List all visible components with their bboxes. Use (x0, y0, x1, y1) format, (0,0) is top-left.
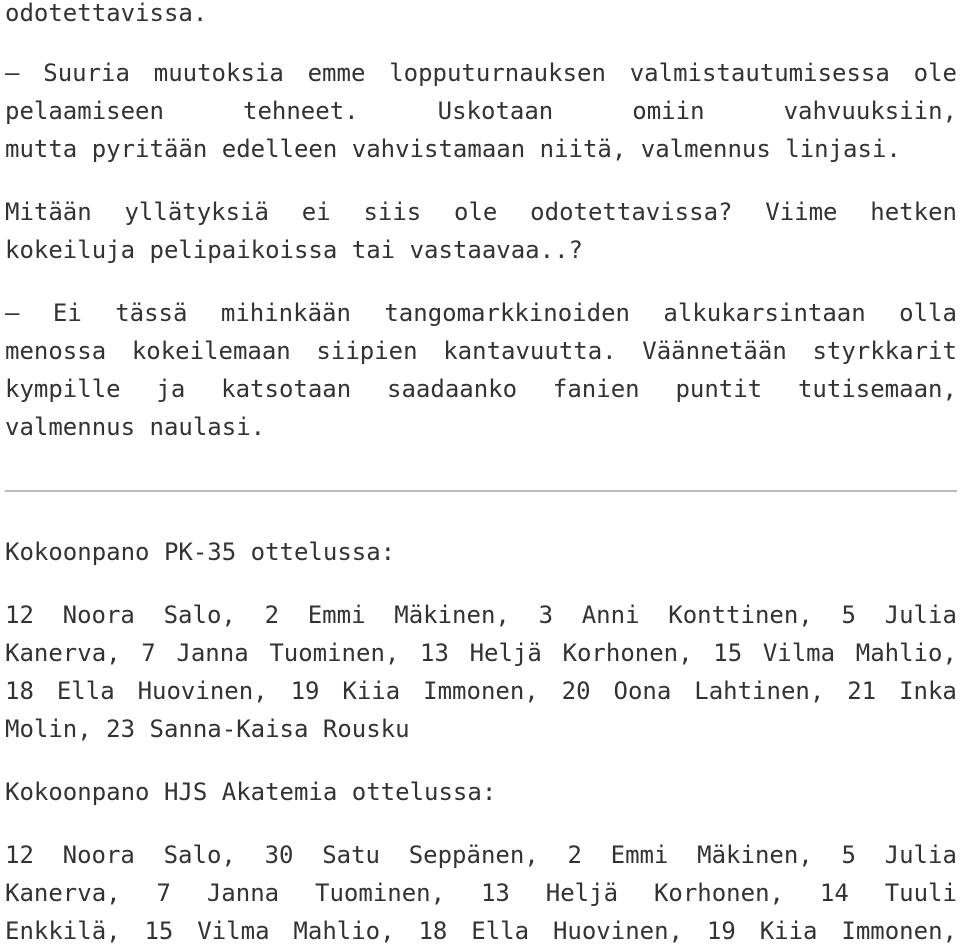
word: emme (307, 59, 366, 87)
word: Julia (884, 841, 957, 869)
word: Tuominen, (315, 879, 446, 907)
word: Enkkilä, (5, 917, 121, 945)
word: 7 (141, 639, 156, 667)
word: Vilma (197, 917, 270, 945)
word: 19 (706, 917, 736, 945)
text-line (5, 332, 957, 370)
word: kantavuutta. (443, 337, 617, 365)
word: Seppänen, (408, 841, 539, 869)
word: Vilma (762, 639, 836, 667)
word: Mahlio, (855, 639, 957, 667)
word: Satu (322, 841, 380, 869)
word: yllätyksiä (124, 198, 269, 226)
word: Uskotaan (437, 97, 554, 125)
word: Korhonen, (653, 879, 784, 907)
word: siipien (316, 337, 418, 365)
word: Emmi (610, 841, 669, 869)
word: Julia (884, 601, 957, 629)
word: saadaanko (387, 375, 518, 403)
word: – (5, 59, 20, 87)
word: Anni (581, 601, 640, 629)
word: Salo, (163, 601, 236, 629)
hjs-lineup (5, 836, 957, 950)
word: Oona (613, 677, 672, 705)
word: Lahtinen, (694, 677, 825, 705)
text-line (5, 92, 957, 130)
word: siis (363, 198, 422, 226)
word: Mäkinen, (394, 601, 510, 629)
word: Mäkinen, (697, 841, 813, 869)
word: Kanerva, (5, 639, 121, 667)
quote-paragraph-1 (5, 54, 957, 168)
pk35-lineup-heading (5, 533, 957, 571)
word: mihinkään (220, 299, 351, 327)
word: Janna (206, 879, 280, 907)
text-line: mutta pyritään edelleen vahvistamaan niitä, valmennus linjasi. (5, 135, 901, 163)
word: 14 (819, 879, 849, 907)
word: 15 (713, 639, 743, 667)
word: tutisemaan, (797, 375, 957, 403)
horizontal-divider (5, 490, 957, 492)
word: ja (156, 375, 186, 403)
text-line (5, 596, 957, 634)
word: valmistautumisessa (629, 59, 890, 87)
word: 7 (156, 879, 171, 907)
word: Korhonen, (562, 639, 693, 667)
word: Emmi (307, 601, 366, 629)
word: ole (454, 198, 498, 226)
word: vahvuuksiin, (783, 97, 957, 125)
word: tässä (115, 299, 188, 327)
word: Salo, (163, 841, 236, 869)
text-line (5, 294, 957, 332)
word: styrkkarit (812, 337, 957, 365)
word: 2 (264, 601, 280, 629)
text-line: Molin, 23 Sanna-Kaisa Rousku (5, 715, 410, 743)
text-line: valmennus naulasi. (5, 413, 266, 441)
word: 21 (847, 677, 877, 705)
word: Tuominen, (269, 639, 400, 667)
word: kympille (5, 375, 121, 403)
word: Noora (62, 841, 135, 869)
word: Kiia (342, 677, 401, 705)
word: 12 (5, 841, 34, 869)
text-line (5, 912, 957, 950)
word: Noora (62, 601, 135, 629)
word: menossa (5, 337, 107, 365)
word: katsotaan (221, 375, 352, 403)
word: alkukarsintaan (663, 299, 866, 327)
question-paragraph (5, 193, 957, 269)
text-line (5, 874, 957, 912)
word: Immonen, (841, 917, 957, 945)
word: Tuuli (884, 879, 957, 907)
text-line (5, 193, 957, 231)
text-line (5, 634, 957, 672)
text-line (5, 672, 957, 710)
word: omiin (632, 97, 705, 125)
word: 20 (561, 677, 591, 705)
word: 2 (567, 841, 582, 869)
word: Konttinen, (668, 601, 813, 629)
word: Väännetään (642, 337, 787, 365)
word: odotettavissa? (530, 198, 733, 226)
word: 18 (418, 917, 448, 945)
word: Kiia (759, 917, 818, 945)
word: Ei (52, 299, 82, 327)
word: 13 (420, 639, 449, 667)
word: 30 (264, 841, 294, 869)
word: hetken (870, 198, 957, 226)
word: 5 (841, 601, 856, 629)
word: ei (301, 198, 331, 226)
word: 5 (841, 841, 856, 869)
word: Viime (765, 198, 838, 226)
word: 19 (290, 677, 320, 705)
word: Ella (56, 677, 115, 705)
word: Huovinen, (552, 917, 683, 945)
word: muutoksia (153, 59, 284, 87)
word: tehneet. (243, 97, 359, 125)
word: 13 (480, 879, 510, 907)
hjs-lineup-heading (5, 773, 957, 811)
word: Suuria (43, 59, 130, 87)
word: Heljä (545, 879, 619, 907)
article-text (5, 0, 957, 32)
word: ole (913, 59, 957, 87)
text-line (5, 54, 957, 92)
word: 15 (144, 917, 174, 945)
word: 18 (5, 677, 34, 705)
word: – (5, 299, 20, 327)
word: Mitään (5, 198, 92, 226)
word: Mahlio, (293, 917, 395, 945)
word: lopputurnauksen (389, 59, 606, 87)
pk35-lineup (5, 596, 957, 748)
text-line (5, 836, 957, 874)
word: Heljä (469, 639, 542, 667)
word: Janna (176, 639, 249, 667)
text-line: kokeiluja pelipaikoissa tai vastaavaa..? (5, 236, 583, 264)
word: 3 (538, 601, 554, 629)
word: kokeilemaan (131, 337, 291, 365)
word: pelaamiseen (5, 97, 164, 125)
quote-paragraph-2 (5, 294, 957, 446)
text-line (5, 370, 957, 408)
word: Ella (471, 917, 530, 945)
lineup-heading: Kokoonpano HJS Akatemia ottelussa: (5, 778, 497, 806)
word: Kanerva, (5, 879, 121, 907)
word: olla (899, 299, 957, 327)
word: Immonen, (423, 677, 539, 705)
word: Huovinen, (137, 677, 268, 705)
paragraph-fragment: odotettavissa. (5, 0, 208, 27)
word: Inka (899, 677, 957, 705)
lineup-heading: Kokoonpano PK-35 ottelussa: (5, 538, 396, 566)
word: tangomarkkinoiden (384, 299, 630, 327)
word: puntit (675, 375, 763, 403)
word: 12 (5, 601, 34, 629)
word: fanien (552, 375, 640, 403)
